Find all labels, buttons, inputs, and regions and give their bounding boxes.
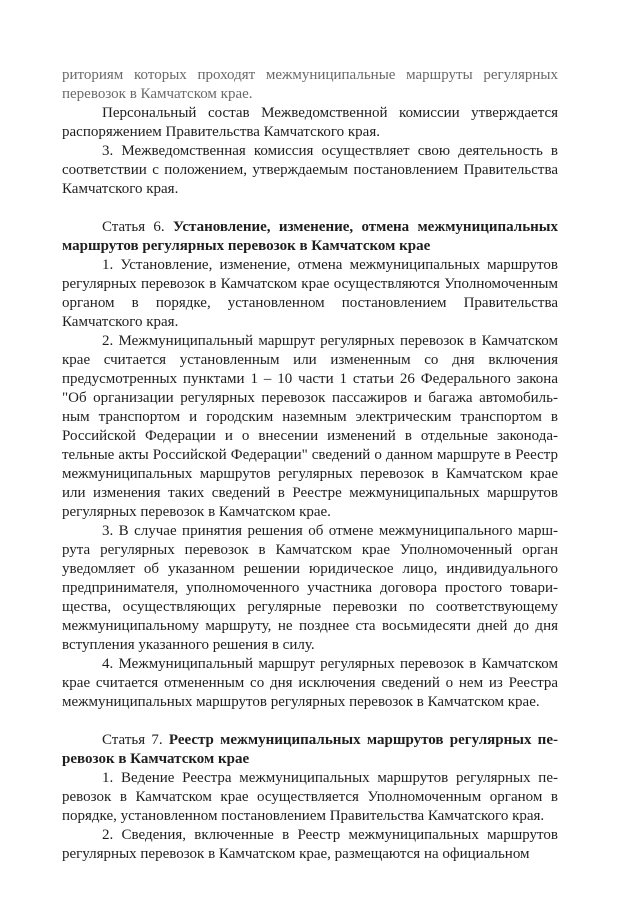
intro-paragraph-continued: риториям которых проходят межмуниципальные маршруты регулярных перевозок в Камчатском крае. <box>62 67 558 102</box>
article-6-paragraph-4: 4. Межмуниципальный маршрут регулярных перевозок в Камчатском крае считается отмененным со дня исключения сведений о нем из Реестра межмуниципальных маршрутов регулярных перевозок в Камчатском крае. <box>62 656 558 710</box>
article-7-title: Реестр межмуниципальных маршрутов регулярных перевозок в Камчатском крае <box>62 732 558 767</box>
article-6-prefix: Статья 6. <box>102 219 173 235</box>
article-7-heading <box>62 731 558 769</box>
intro-paragraph-commission-composition: Персональный состав Межведомственной комиссии утверждается распоряжением Правительства Камчатского края. <box>62 105 558 140</box>
section-spacer <box>62 199 558 218</box>
section-spacer <box>62 712 558 731</box>
article-6-paragraph-1: 1. Установление, изменение, отмена межмуниципальных маршрутов регулярных перевозок в Камчатском крае осуществляются Уполномоченным органом в порядке, установленном постановлением Правительства Камчатского края. <box>62 257 558 330</box>
article-6-paragraph-2: 2. Межмуниципальный маршрут регулярных перевозок в Камчатском крае считается установленным или измененным со дня включения предусмотренных пунктами 1 – 10 части 1 статьи 26 Федерального закона "Об организации регулярных перевозок пассажиров и багажа автомобильным транспортом и городским наземным электрическим транспортом в Российской Федерации и о внесении изменений в отдельные законодательные акты Российской Федерации" сведений о данном маршруте в Реестр межмуниципальных маршрутов регулярных перевозок в Камчатском крае или изменения таких сведений в Реестре межмуниципальных маршрутов регулярных перевозок в Камчатском крае. <box>62 333 558 520</box>
article-7-paragraph-2: 2. Сведения, включенные в Реестр межмуниципальных маршрутов регулярных перевозок в Камчатском крае, размещаются на официальном <box>62 827 558 862</box>
article-6-title: Установление, изменение, отмена межмуниципальных маршрутов регулярных перевозок в Камчатском крае <box>62 219 558 254</box>
article-6-paragraph-3: 3. В случае принятия решения об отмене межмуниципального маршрута регулярных перевозок в Камчатском крае Уполномоченный орган уведомляет об указанном решении юридическое лицо, индивидуального предпринимателя, уполномоченного участника договора простого товарищества, осуществляющих регулярные перевозки по соответствующему межмуниципальному маршруту, не позднее ста восьмидесяти дней до дня вступления указанного решения в силу. <box>62 523 558 653</box>
article-6-heading <box>62 218 558 256</box>
document-page <box>62 66 558 864</box>
article-7-prefix: Статья 7. <box>102 732 169 748</box>
article-7-paragraph-1: 1. Ведение Реестра межмуниципальных маршрутов регулярных перевозок в Камчатском крае осуществляется Уполномоченным органом в порядке, установленном постановлением Правительства Камчатского края. <box>62 770 558 824</box>
intro-paragraph-commission-activity: 3. Межведомственная комиссия осуществляет свою деятельность в соответствии с положением, утверждаемым постановлением Правительства Камчатского края. <box>62 143 558 197</box>
